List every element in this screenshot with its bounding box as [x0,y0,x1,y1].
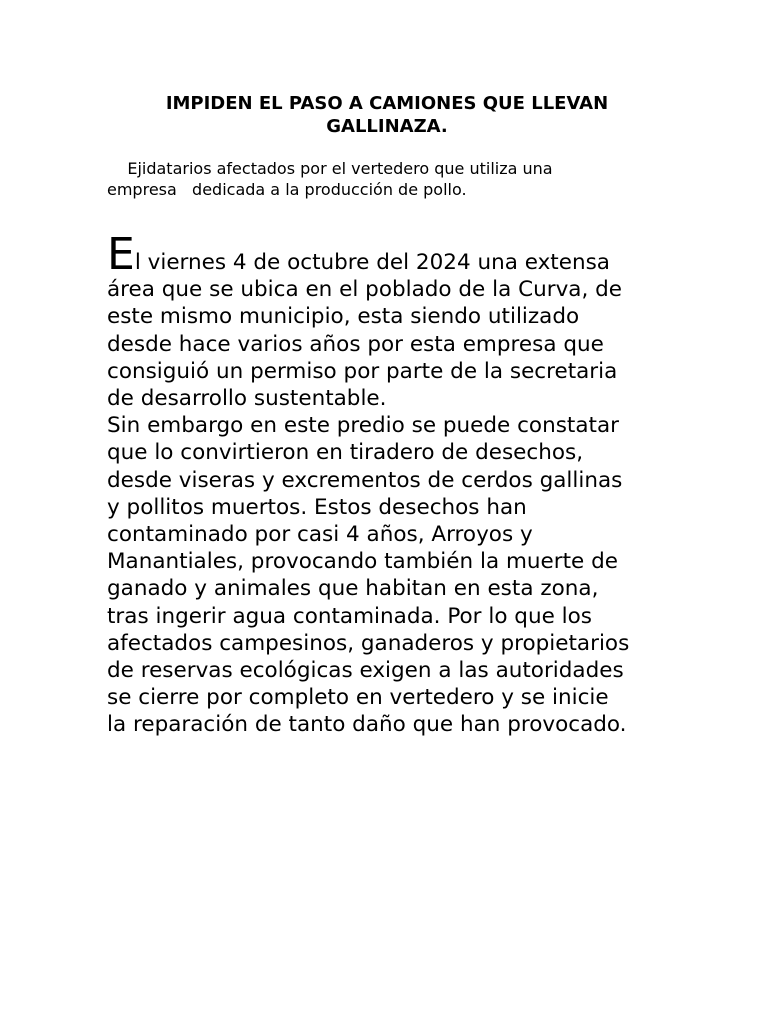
body-line: tras ingerir agua contaminada. Por lo que los [107,603,592,629]
body-line: y pollitos muertos. Estos desechos han [107,494,527,520]
headline-line-1: IMPIDEN EL PASO A CAMIONES QUE LLEVAN [165,93,609,114]
headline-line-2: GALLINAZA. [326,116,448,137]
body-line: consiguió un permiso por parte de la secretaria [107,358,618,384]
body-line: este mismo municipio, esta siendo utilizado [107,304,580,330]
body-line: ganado y animales que habitan en esta zona, [107,576,599,602]
body-line: desde viseras y excrementos de cerdos gallinas [107,467,623,493]
article-body [107,229,687,739]
body-line: desde hace varios años por esta empresa que [107,331,604,357]
body-line: la reparación de tanto daño que han provocado. [107,712,627,738]
subtitle [107,158,667,200]
body-line: afectados campesinos, ganaderos y propietarios [107,630,630,656]
body-line: de reservas ecológicas exigen a las autoridades [107,658,624,684]
body-line: contaminado por casi 4 años, Arroyos y [107,522,533,548]
body-line-text: l viernes 4 de octubre del 2024 una extensa [134,250,610,275]
drop-cap: E [107,229,135,280]
body-line: área que se ubica en el poblado de la Curva, de [107,277,623,303]
body-line: de desarrollo sustentable. [107,386,387,412]
body-line: se cierre por completo en vertedero y se inicie [107,685,609,711]
subtitle-line-2: empresa dedicada a la producción de pollo. [107,180,467,199]
body-line: Manantiales, provocando también la muerte de [107,549,618,575]
headline [107,92,667,138]
body-line: Sin embargo en este predio se puede constatar [107,413,619,439]
body-line [107,229,687,280]
subtitle-line-1: Ejidatarios afectados por el vertedero que utiliza una [107,159,553,178]
body-line: que lo convirtieron en tiradero de desechos, [107,440,584,466]
